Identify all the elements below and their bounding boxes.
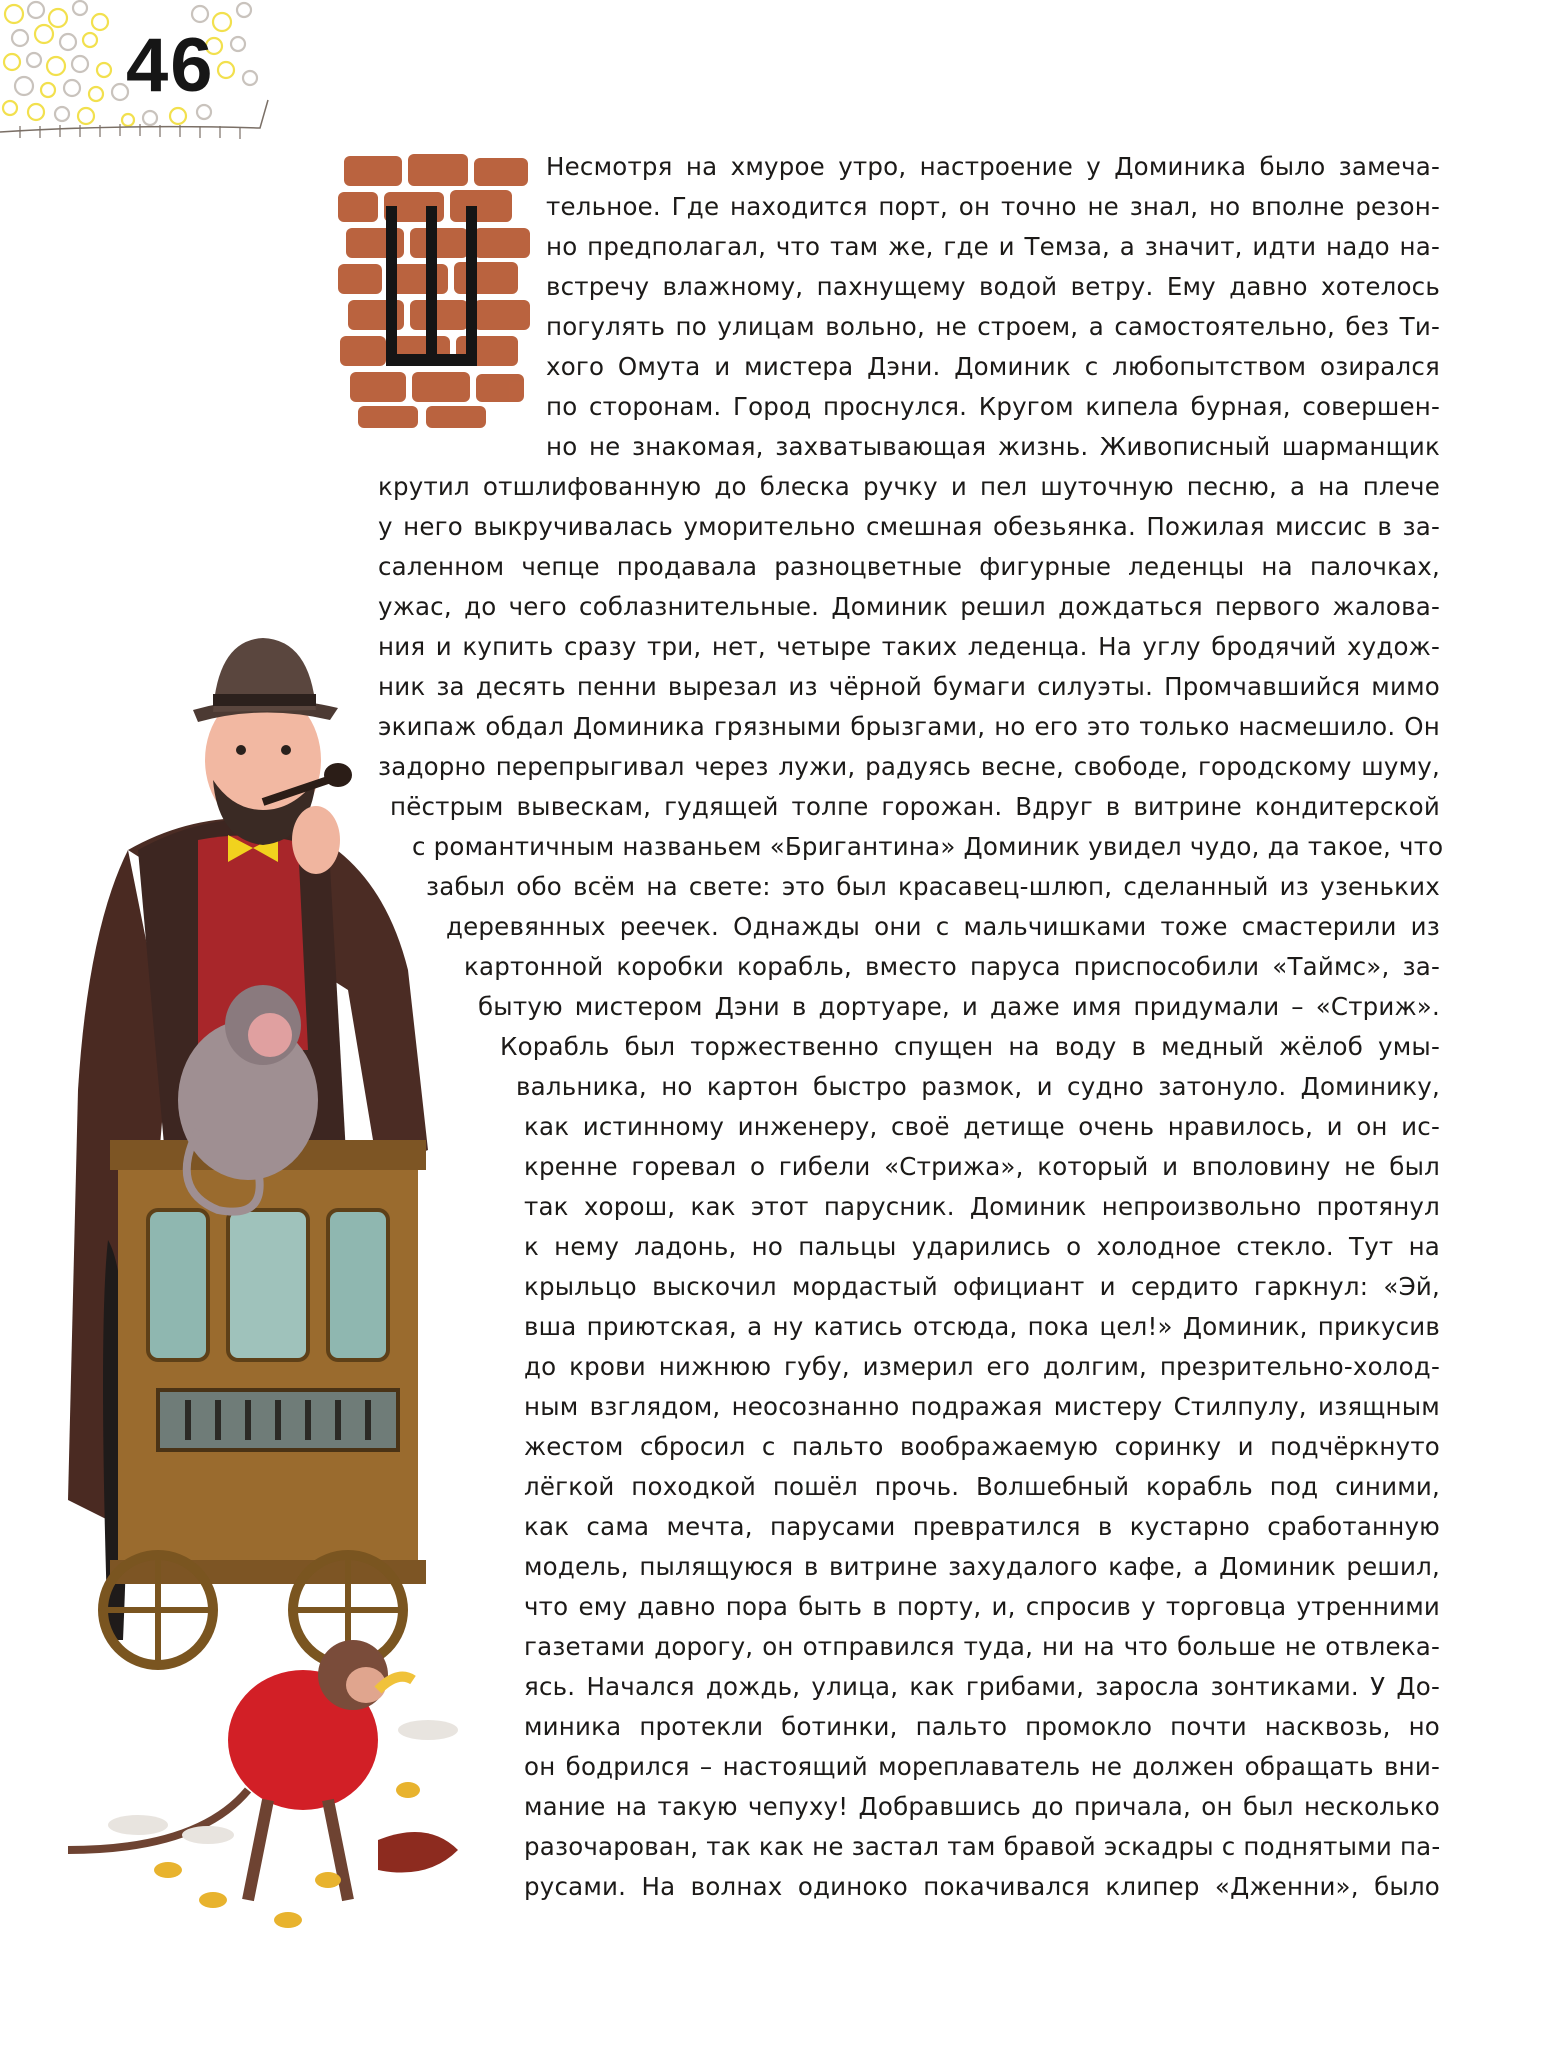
text-line: вша приютская, а ну катись отсюда, пока цел!» Доминик, прикусив	[524, 1312, 1440, 1341]
text-line: по сторонам. Город проснулся. Кругом кипела бурная, совершен-	[546, 392, 1440, 421]
text-line: как сама мечта, парусами превратился в кустарно сработанную	[524, 1512, 1440, 1541]
text-line: до крови нижнюю губу, измерил его долгим, презрительно-холод-	[524, 1352, 1440, 1381]
text-line: саленном чепце продавала разноцветные фигурные леденцы на палочках,	[378, 552, 1440, 581]
text-line: жестом сбросил с пальто воображаемую соринку и подчёркнуто	[524, 1432, 1440, 1461]
text-line: мание на такую чепуху! Добравшись до причала, он был несколько	[524, 1792, 1440, 1821]
page-number: 46	[126, 23, 215, 108]
text-line: как истинному инженеру, своё детище очень нравилось, и он ис-	[524, 1112, 1440, 1141]
text-line: ник за десять пенни вырезал из чёрной бумаги силуэты. Промчавшийся мимо	[378, 672, 1440, 701]
text-line: картонной коробки корабль, вместо паруса приспособили «Таймс», за-	[464, 952, 1440, 981]
text-line: русами. На волнах одиноко покачивался клипер «Дженни», было	[524, 1872, 1440, 1901]
text-line: что ему давно пора быть в порту, и, спросив у торговца утренними	[524, 1592, 1440, 1621]
text-line: экипаж обдал Доминика грязными брызгами, но его это только насмешило. Он	[378, 712, 1440, 741]
text-line: встречу влажному, пахнущему водой ветру. Ему давно хотелось	[546, 272, 1440, 301]
text-line: деревянных реечек. Однажды они с мальчишками тоже смастерили из	[446, 912, 1440, 941]
text-line: у него выкручивалась уморительно смешная обезьянка. Пожилая миссис в за-	[378, 512, 1440, 541]
text-line: лёгкой походкой пошёл прочь. Волшебный корабль под синими,	[524, 1472, 1440, 1501]
text-line: кренне горевал о гибели «Стрижа», который и вполовину не был	[524, 1152, 1440, 1181]
text-line: модель, пылящуюся в витрине захудалого кафе, а Доминик решил,	[524, 1552, 1440, 1581]
text-line: Корабль был торжественно спущен на воду в медный жёлоб умы-	[500, 1032, 1440, 1061]
text-line: задорно перепрыгивал через лужи, радуясь весне, свободе, городскому шуму,	[378, 752, 1440, 781]
text-line: погулять по улицам вольно, не строем, а самостоятельно, без Ти-	[546, 312, 1440, 341]
text-line: ясь. Начался дождь, улица, как грибами, заросла зонтиками. У До-	[524, 1672, 1440, 1701]
text-line: так хорош, как этот парусник. Доминик непроизвольно протянул	[524, 1192, 1440, 1221]
text-line: но предполагал, что там же, где и Темза, а значит, идти надо на-	[546, 232, 1440, 261]
text-line: Несмотря на хмурое утро, настроение у Доминика было замеча-	[546, 152, 1440, 181]
text-line: вальника, но картон быстро размок, и судно затонуло. Доминику,	[516, 1072, 1440, 1101]
text-line: миника протекли ботинки, пальто промокло почти насквозь, но	[524, 1712, 1440, 1741]
text-line: к нему ладонь, но пальцы ударились о холодное стекло. Тут на	[524, 1232, 1440, 1261]
text-line: газетами дорогу, он отправился туда, ни на что больше не отвлека-	[524, 1632, 1440, 1661]
text-line: крутил отшлифованную до блеска ручку и пел шуточную песню, а на плече	[378, 472, 1440, 501]
text-line: хого Омута и мистера Дэни. Доминик с любопытством озирался	[546, 352, 1440, 381]
text-line: пёстрым вывескам, гудящей толпе горожан. Вдруг в витрине кондитерской	[390, 792, 1440, 821]
text-line: ния и купить сразу три, нет, четыре таких леденца. На углу бродячий худож-	[378, 632, 1440, 661]
text-line: но не знакомая, захватывающая жизнь. Живописный шарманщик	[546, 432, 1440, 461]
drop-cap-brick-icon	[338, 150, 538, 430]
text-line: разочарован, так как не застал там бравой эскадры с поднятыми па-	[524, 1832, 1441, 1861]
text-line: ным взглядом, неосознанно подражая мистеру Стилпулу, изящным	[524, 1392, 1440, 1421]
text-line: крыльцо выскочил мордастый официант и сердито гаркнул: «Эй,	[524, 1272, 1440, 1301]
text-line: он бодрился – настоящий мореплаватель не должен обращать вни-	[524, 1752, 1440, 1781]
text-line: ужас, до чего соблазнительные. Доминик решил дождаться первого жалова-	[378, 592, 1440, 621]
text-line: с романтичным названьем «Бригантина» Доминик увидел чудо, да такое, что	[412, 832, 1444, 861]
text-line: бытую мистером Дэни в дортуаре, и даже имя придумали – «Стриж».	[478, 992, 1440, 1021]
text-line: тельное. Где находится порт, он точно не знал, но вполне резон-	[546, 192, 1440, 221]
text-line: забыл обо всём на свете: это был красавец-шлюп, сделанный из узеньких	[426, 872, 1440, 901]
